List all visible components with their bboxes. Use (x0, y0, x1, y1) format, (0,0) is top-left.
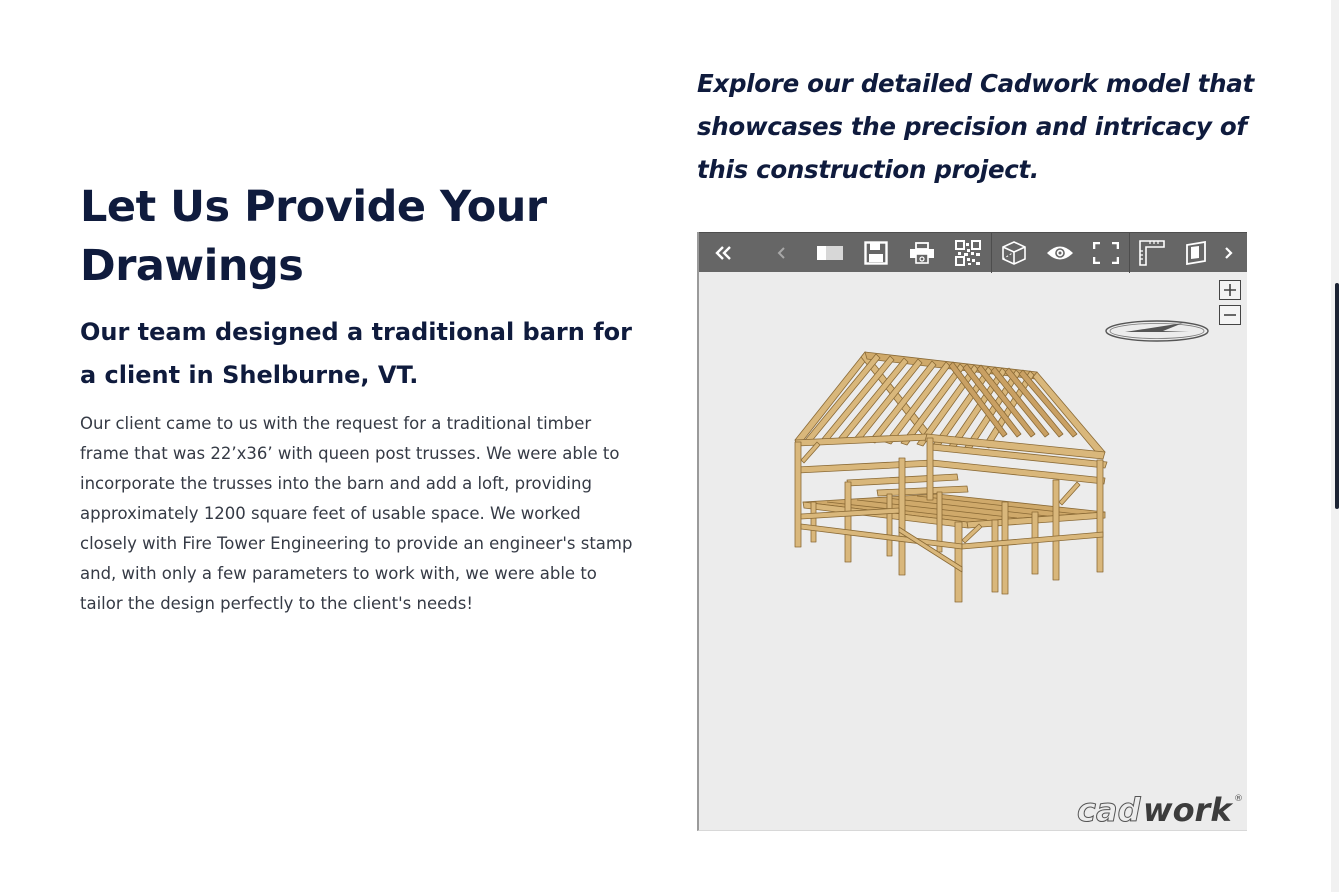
viewer-toolbar (699, 232, 1247, 272)
registered-mark: ® (1234, 794, 1243, 804)
barn-timber-frame-model[interactable] (787, 342, 1117, 604)
cadwork-logo (1077, 792, 1243, 824)
panel-icon[interactable] (808, 233, 852, 273)
qr-code-icon[interactable] (946, 233, 990, 273)
ruler-square-icon[interactable] (1130, 233, 1174, 273)
eye-icon[interactable] (1038, 233, 1082, 273)
left-column (80, 178, 635, 619)
zoom-out-button[interactable] (1219, 305, 1241, 325)
brand-suffix: work (1143, 792, 1232, 824)
chevron-right-icon[interactable] (1210, 233, 1246, 273)
minus-icon (1223, 308, 1237, 322)
project-subtitle: Our team designed a traditional barn for a client in Shelburne, VT. (80, 318, 632, 389)
fullscreen-icon[interactable] (1084, 233, 1128, 273)
brand-prefix: cad (1077, 792, 1141, 824)
page-title: Let Us Provide Your Drawings (80, 182, 547, 291)
right-column (697, 62, 1257, 191)
floppy-disk-icon[interactable] (854, 233, 898, 273)
plus-icon (1223, 283, 1237, 297)
page-scroll-thumb[interactable] (1335, 283, 1339, 509)
model-intro: Explore our detailed Cadwork model that showcases the precision and intricacy of this construction project. (697, 69, 1254, 184)
cube-icon[interactable] (992, 233, 1036, 273)
chevron-left-icon[interactable] (760, 233, 804, 273)
zoom-in-button[interactable] (1219, 280, 1241, 300)
printer-icon[interactable] (900, 233, 944, 273)
project-description: Our client came to us with the request for a traditional timber frame that was 22’x36’ with queen post trusses. We were able to incorporate the trusses into the barn and add a loft, providing approximately 1200 square feet of usable space. We worked closely with Fire Tower Engineering to provide an engineer's stamp and, with only a few parameters to work with, we were able to tailor the design perfectly to the client's needs! (80, 414, 633, 613)
double-chevron-left-icon[interactable] (702, 233, 746, 273)
cadwork-viewer[interactable] (697, 232, 1247, 831)
north-arrow-icon[interactable] (1103, 318, 1211, 344)
